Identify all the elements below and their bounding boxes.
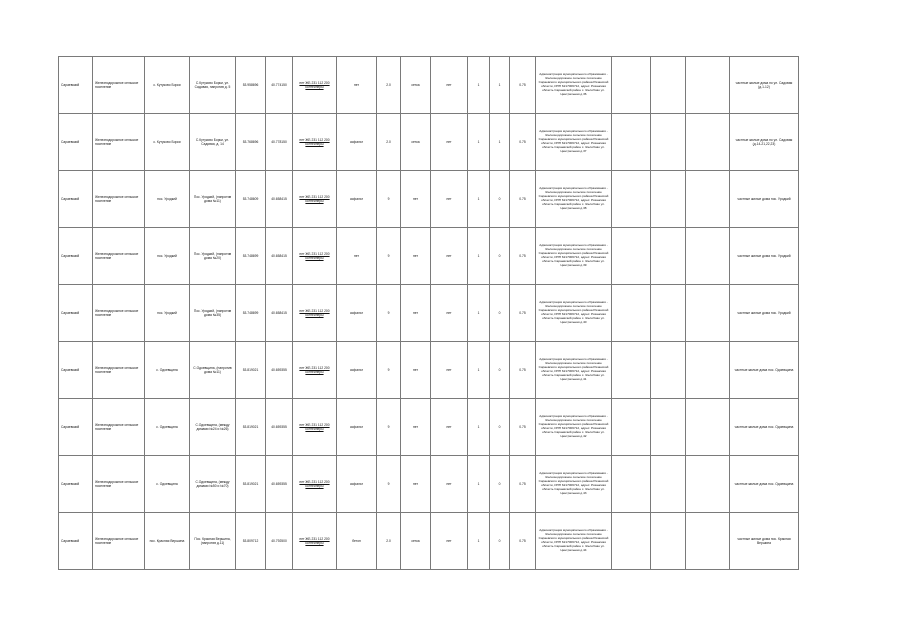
cell-blank1	[612, 114, 651, 171]
cell-covered: нет	[431, 57, 468, 114]
cell-district: Сараевский	[59, 456, 93, 513]
cell-volume: 0.75	[510, 285, 536, 342]
table-row	[59, 57, 799, 114]
cell-lat: 53.748699	[236, 228, 266, 285]
cell-place: пос. Уродкий	[145, 228, 190, 285]
cell-admin: Администрация муниципального образования - Железнодорожное сельское поселение Сараевского муниципального района Рязанской области, ИНН 6217006712, адрес: Рязанская область Сараевский район с. Желобово ул. Центральная д.37	[536, 114, 612, 171]
cell-surface: асфальт	[337, 342, 377, 399]
cell-blank3	[686, 57, 730, 114]
cell-fence: нет	[401, 456, 431, 513]
cell-fence: нет	[401, 342, 431, 399]
cell-surface: бетон	[337, 513, 377, 570]
cell-area: 9	[377, 342, 401, 399]
cell-surface: асфальт	[337, 399, 377, 456]
cell-volume: 0.75	[510, 114, 536, 171]
cell-covered: нет	[431, 171, 468, 228]
table-row	[59, 171, 799, 228]
cell-admin: Администрация муниципального образования - Железнодорожное сельское поселение Сараевского муниципального района Рязанской области, ИНН 6217006712, адрес: Рязанская область Сараевский район с. Желобово ул. Центральная д.44	[536, 513, 612, 570]
cell-place: пос. Уродкий	[145, 171, 190, 228]
cell-place: с. Кутуково Борки	[145, 114, 190, 171]
cell-area: 2.0	[377, 57, 401, 114]
cell-blank2	[651, 114, 686, 171]
cell-place: пос. Красная Вершина	[145, 513, 190, 570]
cell-source: частные жилые дома по ул. Садовая (д.14-21,22,23)	[730, 114, 799, 171]
cell-blank3	[686, 228, 730, 285]
cell-blank1	[612, 285, 651, 342]
cell-admin: Администрация муниципального образования - Железнодорожное сельское поселение Сараевского муниципального района Рязанской области, ИНН 6217006712, адрес: Рязанская область Сараевский район с. Желобово ул. Центральная д.43	[536, 456, 612, 513]
cell-fence: сетка	[401, 114, 431, 171]
cell-blank3	[686, 342, 730, 399]
cell-blank3	[686, 285, 730, 342]
cell-lat: 53.819021	[236, 399, 266, 456]
cell-surface: нет	[337, 228, 377, 285]
cell-district: Сараевский	[59, 513, 93, 570]
cell-source: частные жилые дома по ул. Садовая (д.1-12)	[730, 57, 799, 114]
cell-cad[interactable]: нет ЖБ 231 112 200 контейнеры	[293, 399, 337, 456]
cell-address: Пос. Уродкий, (напротив дома №35)	[190, 285, 236, 342]
cell-volume: 0.75	[510, 456, 536, 513]
cell-volume: 0.75	[510, 399, 536, 456]
cell-area: 9	[377, 399, 401, 456]
cell-fence: сетка	[401, 513, 431, 570]
cell-blank2	[651, 513, 686, 570]
cell-count: 1	[468, 513, 490, 570]
cell-address: С.Одоевщина, (между домами №50 и №70)	[190, 456, 236, 513]
cell-blank1	[612, 171, 651, 228]
cell-cad[interactable]: нет ЖБ 231 112 200 контейнеры	[293, 57, 337, 114]
cell-lon: 40.659355	[266, 456, 293, 513]
cell-cad[interactable]: нет ЖБ 231 112 200 контейнеры	[293, 171, 337, 228]
cell-covered: нет	[431, 114, 468, 171]
cell-count: 1	[468, 399, 490, 456]
cell-lon: 40.659355	[266, 399, 293, 456]
cell-admin: Администрация муниципального образования - Железнодорожное сельское поселение Сараевского муниципального района Рязанской области, ИНН 6217006712, адрес: Рязанская область Сараевский район с. Желобово ул. Центральная д.41	[536, 342, 612, 399]
cell-lon: 40.658415	[266, 171, 293, 228]
cell-surface: асфальт	[337, 456, 377, 513]
cell-area: 9	[377, 228, 401, 285]
cell-blank1	[612, 399, 651, 456]
cell-blank1	[612, 342, 651, 399]
cell-count2: 0	[490, 513, 510, 570]
cell-address: С.Одоевщина, (напротив дома №11)	[190, 342, 236, 399]
cell-place: с. Кутуково Борки	[145, 57, 190, 114]
cell-blank3	[686, 456, 730, 513]
cell-admin: Администрация муниципального образования - Железнодорожное сельское поселение Сараевского муниципального района Рязанской области, ИНН 6217006712, адрес: Рязанская область Сараевский район с. Желобово ул. Центральная д.40	[536, 285, 612, 342]
cell-count2: 0	[490, 285, 510, 342]
cell-blank2	[651, 456, 686, 513]
cell-volume: 0.75	[510, 57, 536, 114]
cell-count2: 0	[490, 456, 510, 513]
table-row	[59, 114, 799, 171]
table-row	[59, 342, 799, 399]
cell-blank3	[686, 114, 730, 171]
cell-lat: 53.958696	[236, 57, 266, 114]
registry-table	[58, 56, 799, 570]
cell-blank2	[651, 342, 686, 399]
cell-blank2	[651, 285, 686, 342]
cell-count2: 0	[490, 399, 510, 456]
cell-area: 9	[377, 456, 401, 513]
cell-lon: 40.658415	[266, 228, 293, 285]
cell-cad[interactable]: нет ЖБ 231 112 200 контейнеры	[293, 456, 337, 513]
table-row	[59, 456, 799, 513]
cell-count: 1	[468, 57, 490, 114]
cell-lon: 40.792500	[266, 513, 293, 570]
cell-volume: 0.75	[510, 171, 536, 228]
cell-surface: асфальт	[337, 285, 377, 342]
cell-district: Сараевский	[59, 114, 93, 171]
cell-address: Пос. Уродкий, (напротив дома №20)	[190, 228, 236, 285]
cell-place: пос. Уродкий	[145, 285, 190, 342]
cell-source: частные жилые дома пос. Уродкий	[730, 285, 799, 342]
cell-lon: 40.659355	[266, 342, 293, 399]
cell-surface: нет	[337, 57, 377, 114]
cell-blank3	[686, 513, 730, 570]
cell-blank3	[686, 171, 730, 228]
cell-blank3	[686, 399, 730, 456]
cell-area: 9	[377, 285, 401, 342]
cell-admin: Администрация муниципального образования - Железнодорожное сельское поселение Сараевского муниципального района Рязанской области, ИНН 6217006712, адрес: Рязанская область Сараевский район с. Желобово ул. Центральная д.39	[536, 228, 612, 285]
cell-volume: 0.75	[510, 513, 536, 570]
cell-surface: асфальт	[337, 114, 377, 171]
cell-source: частные жилые дома пос. Красная Вершина	[730, 513, 799, 570]
cell-area: 2.0	[377, 513, 401, 570]
cell-count2: 0	[490, 342, 510, 399]
cell-lat: 53.748609	[236, 171, 266, 228]
cell-settlement-type: Железнодорожное сельское поселение	[93, 399, 145, 456]
cell-source: частные жилые дома пос. Одоевщина	[730, 456, 799, 513]
cell-area: 9	[377, 171, 401, 228]
cell-blank2	[651, 399, 686, 456]
cell-district: Сараевский	[59, 399, 93, 456]
cell-blank2	[651, 228, 686, 285]
cell-district: Сараевский	[59, 171, 93, 228]
cell-blank2	[651, 57, 686, 114]
cell-address: С.Кутуково Борки, ул. Садовая, напротив д. 5	[190, 57, 236, 114]
table-body	[59, 57, 799, 570]
cell-source: частные жилые дома пос. Уродкий	[730, 228, 799, 285]
cell-place: с. Одоевщина	[145, 456, 190, 513]
cell-blank1	[612, 456, 651, 513]
cell-blank1	[612, 57, 651, 114]
cell-place: с. Одоевщина	[145, 399, 190, 456]
document-sheet	[58, 56, 794, 570]
cell-settlement-type: Железнодорожное сельское поселение	[93, 171, 145, 228]
cell-cad[interactable]: нет ЖБ 231 112 200 контейнеры	[293, 513, 337, 570]
cell-count: 1	[468, 114, 490, 171]
cell-cad[interactable]: нет ЖБ 231 112 200 контейнеры	[293, 228, 337, 285]
cell-count2: 0	[490, 171, 510, 228]
cell-address: Пос. Красная Вершина, (напротив д.11)	[190, 513, 236, 570]
cell-cad[interactable]: нет ЖБ 231 112 200 контейнеры	[293, 342, 337, 399]
cell-settlement-type: Железнодорожное сельское поселение	[93, 513, 145, 570]
cell-covered: нет	[431, 456, 468, 513]
cell-covered: нет	[431, 228, 468, 285]
cell-count2: 1	[490, 57, 510, 114]
cell-count: 1	[468, 285, 490, 342]
cell-settlement-type: Железнодорожное сельское поселение	[93, 228, 145, 285]
cell-count2: 0	[490, 228, 510, 285]
cell-covered: нет	[431, 513, 468, 570]
cell-area: 2.0	[377, 114, 401, 171]
cell-fence: нет	[401, 399, 431, 456]
table-row	[59, 285, 799, 342]
cell-covered: нет	[431, 399, 468, 456]
cell-lat: 53.809712	[236, 513, 266, 570]
cell-settlement-type: Железнодорожное сельское поселение	[93, 285, 145, 342]
cell-fence: нет	[401, 171, 431, 228]
cell-blank1	[612, 513, 651, 570]
cell-lat: 53.819021	[236, 456, 266, 513]
cell-blank2	[651, 171, 686, 228]
cell-lat: 53.768696	[236, 114, 266, 171]
cell-district: Сараевский	[59, 342, 93, 399]
cell-lon: 40.774150	[266, 57, 293, 114]
cell-count2: 1	[490, 114, 510, 171]
cell-volume: 0.75	[510, 342, 536, 399]
cell-district: Сараевский	[59, 285, 93, 342]
cell-cad[interactable]: нет ЖБ 231 112 200 контейнеры	[293, 285, 337, 342]
cell-lon: 40.658415	[266, 285, 293, 342]
cell-source: частные жилые дома пос. Одоевщина	[730, 342, 799, 399]
cell-count: 1	[468, 171, 490, 228]
cell-settlement-type: Железнодорожное сельское поселение	[93, 57, 145, 114]
cell-address: Пос. Уродкий, (напротив дома №11)	[190, 171, 236, 228]
cell-lat: 53.748699	[236, 285, 266, 342]
table-row	[59, 228, 799, 285]
cell-fence: нет	[401, 285, 431, 342]
cell-admin: Администрация муниципального образования - Железнодорожное сельское поселение Сараевского муниципального района Рязанской области, ИНН 6217006712, адрес: Рязанская область Сараевский район с. Желобово ул. Центральная д.36	[536, 57, 612, 114]
cell-place: с. Одоевщина	[145, 342, 190, 399]
cell-district: Сараевский	[59, 228, 93, 285]
cell-volume: 0.75	[510, 228, 536, 285]
cell-count: 1	[468, 228, 490, 285]
cell-district: Сараевский	[59, 57, 93, 114]
cell-blank1	[612, 228, 651, 285]
cell-count: 1	[468, 342, 490, 399]
cell-address: С.Кутуково Борки, ул. Садовая, д. 14	[190, 114, 236, 171]
cell-admin: Администрация муниципального образования - Железнодорожное сельское поселение Сараевского муниципального района Рязанской области, ИНН 6217006712, адрес: Рязанская область Сараевский район с. Желобово ул. Центральная д.38	[536, 171, 612, 228]
cell-address: С.Одоевщина, (между домами №24 и №26)	[190, 399, 236, 456]
table-row	[59, 513, 799, 570]
cell-surface: асфальт	[337, 171, 377, 228]
cell-lat: 53.819021	[236, 342, 266, 399]
cell-fence: сетка	[401, 57, 431, 114]
cell-settlement-type: Железнодорожное сельское поселение	[93, 456, 145, 513]
cell-settlement-type: Железнодорожное сельское поселение	[93, 114, 145, 171]
cell-covered: нет	[431, 342, 468, 399]
cell-source: частные жилые дома пос. Уродкий	[730, 171, 799, 228]
cell-covered: нет	[431, 285, 468, 342]
cell-fence: нет	[401, 228, 431, 285]
table-row	[59, 399, 799, 456]
cell-cad[interactable]: нет ЖБ 231 112 200 контейнеры	[293, 114, 337, 171]
cell-admin: Администрация муниципального образования - Железнодорожное сельское поселение Сараевского муниципального района Рязанской области, ИНН 6217006712, адрес: Рязанская область Сараевский район с. Желобово ул. Центральная д.42	[536, 399, 612, 456]
cell-lon: 40.778150	[266, 114, 293, 171]
cell-count: 1	[468, 456, 490, 513]
cell-source: частные жилые дома пос. Одоевщина	[730, 399, 799, 456]
cell-settlement-type: Железнодорожное сельское поселение	[93, 342, 145, 399]
